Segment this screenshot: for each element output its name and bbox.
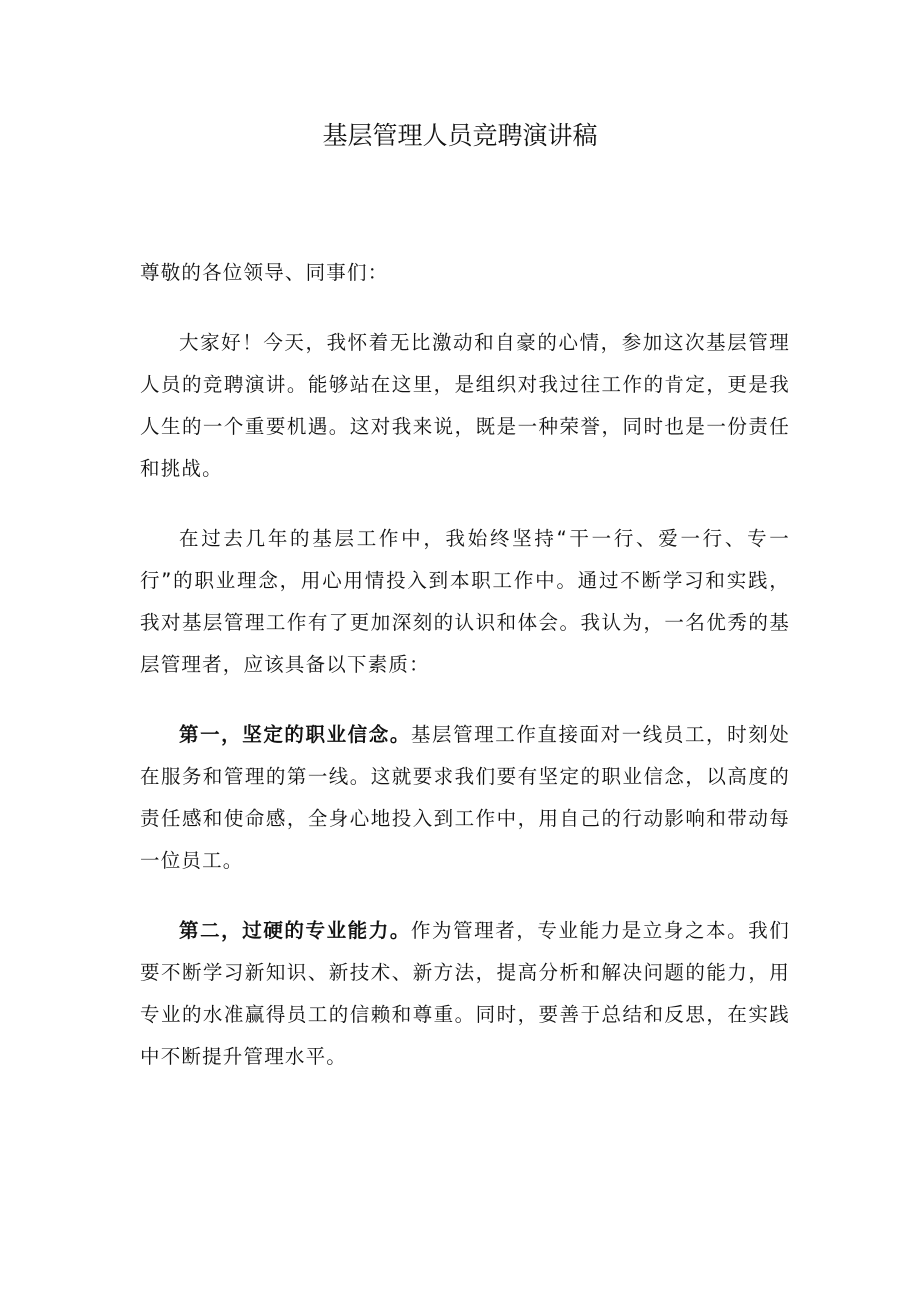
- paragraph-greeting: [140, 322, 790, 490]
- paragraph-text: 基层管理工作直接面对一线员工，时刻处在服务和管理的第一线。这就要求我们要有坚定的职业信念，以高度的责任感和使命感，全身心地投入到工作中，用自己的行动影响和带动每一位员工。: [140, 723, 790, 872]
- paragraph-text: 大家好！今天，我怀着无比激动和自豪的心情，参加这次基层管理人员的竞聘演讲。能够站在这里，是组织对我过往工作的肯定，更是我人生的一个重要机遇。这对我来说，既是一种荣誉，同时也是一份责任和挑战。: [140, 331, 790, 480]
- document-title: 基层管理人员竞聘演讲稿: [322, 121, 598, 150]
- paragraph-lead: 第二，过硬的专业能力。: [179, 919, 411, 942]
- paragraph-lead: 第一，坚定的职业信念。: [179, 723, 411, 746]
- document-body: [140, 252, 790, 1106]
- paragraph-quality-2: [140, 910, 790, 1078]
- salutation: 尊敬的各位领导、同事们：: [140, 261, 389, 284]
- paragraph-quality-1: [140, 714, 790, 882]
- paragraph-experience: [140, 518, 790, 686]
- paragraph-text: 作为管理者，专业能力是立身之本。我们要不断学习新知识、新技术、新方法，提高分析和解决问题的能力，用专业的水准赢得员工的信赖和尊重。同时，要善于总结和反思，在实践中不断提升管理水平。: [140, 919, 790, 1068]
- paragraph-text: 在过去几年的基层工作中，我始终坚持“干一行、爱一行、专一行”的职业理念，用心用情投入到本职工作中。通过不断学习和实践，我对基层管理工作有了更加深刻的认识和体会。我认为，一名优秀的基层管理者，应该具备以下素质：: [140, 527, 790, 676]
